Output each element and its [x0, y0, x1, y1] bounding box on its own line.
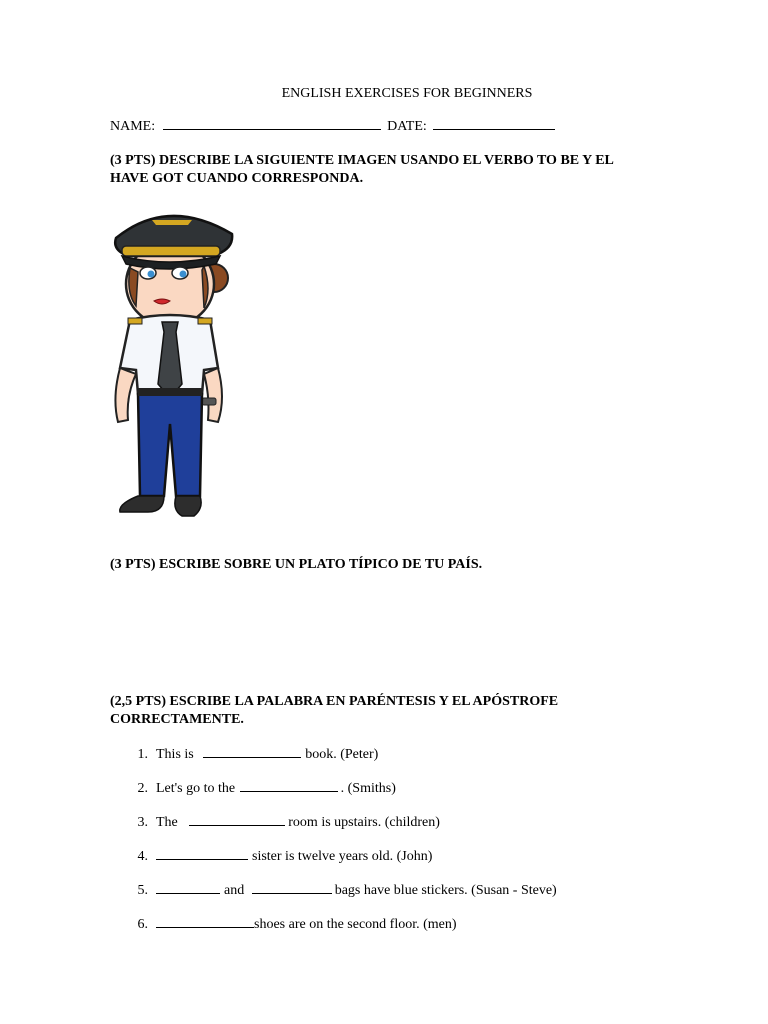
item-text-after: book. (Peter) [305, 747, 379, 762]
section3-heading [110, 693, 650, 728]
answer-blank[interactable] [156, 847, 248, 860]
date-label: DATE: [387, 119, 427, 134]
name-blank[interactable] [163, 117, 381, 130]
item-text-after: sister is twelve years old. (John) [252, 849, 433, 864]
item-text-before: The [156, 815, 178, 830]
answer-blank-second[interactable] [252, 881, 332, 894]
pilot-svg [108, 198, 238, 526]
item-text-after: room is upstairs. (children) [288, 815, 440, 830]
date-blank[interactable] [433, 117, 555, 130]
item-number: 3. [137, 815, 148, 830]
exercise-item-2 [110, 779, 396, 797]
item-number: 6. [137, 917, 148, 932]
section3-line1: (2,5 PTS) ESCRIBE LA PALABRA EN PARÉNTESIS Y EL APÓSTROFE [110, 694, 559, 709]
answer-blank[interactable] [203, 745, 301, 758]
item-text-after: shoes are on the second floor. (men) [254, 917, 457, 932]
exercise-item-4 [110, 847, 432, 865]
section3-line2: CORRECTAMENTE. [110, 711, 244, 727]
answer-blank[interactable] [240, 779, 338, 792]
item-text-before: Let's go to the [156, 781, 236, 796]
item-text-after: bags have blue stickers. (Susan - Steve) [334, 883, 557, 898]
item-number: 4. [137, 849, 148, 864]
female-pilot-illustration [108, 198, 238, 526]
exercise-item-1 [110, 745, 378, 763]
exercise-item-3 [110, 813, 440, 831]
item-text-after: . (Smiths) [340, 781, 396, 796]
answer-blank-first[interactable] [156, 881, 220, 894]
worksheet-title: ENGLISH EXERCISES FOR BEGINNERS [281, 86, 533, 101]
item-number: 2. [137, 781, 148, 796]
item-text-middle: and [224, 883, 245, 898]
item-text-before: This is [156, 747, 194, 762]
exercise-item-5 [110, 881, 557, 899]
answer-blank[interactable] [156, 915, 254, 928]
section1-line2: HAVE GOT CUANDO CORRESPONDA. [110, 170, 364, 186]
name-date-row [110, 117, 555, 135]
exercise-item-6 [110, 915, 457, 933]
section1-line1: (3 PTS) DESCRIBE LA SIGUIENTE IMAGEN USANDO EL VERBO TO BE Y EL [110, 153, 614, 168]
section2-heading: (3 PTS) ESCRIBE SOBRE UN PLATO TÍPICO DE TU PAÍS. [110, 557, 483, 572]
section1-heading [110, 152, 650, 187]
name-label: NAME: [110, 119, 156, 134]
item-number: 1. [137, 747, 148, 762]
item-number: 5. [137, 883, 148, 898]
answer-blank[interactable] [189, 813, 285, 826]
